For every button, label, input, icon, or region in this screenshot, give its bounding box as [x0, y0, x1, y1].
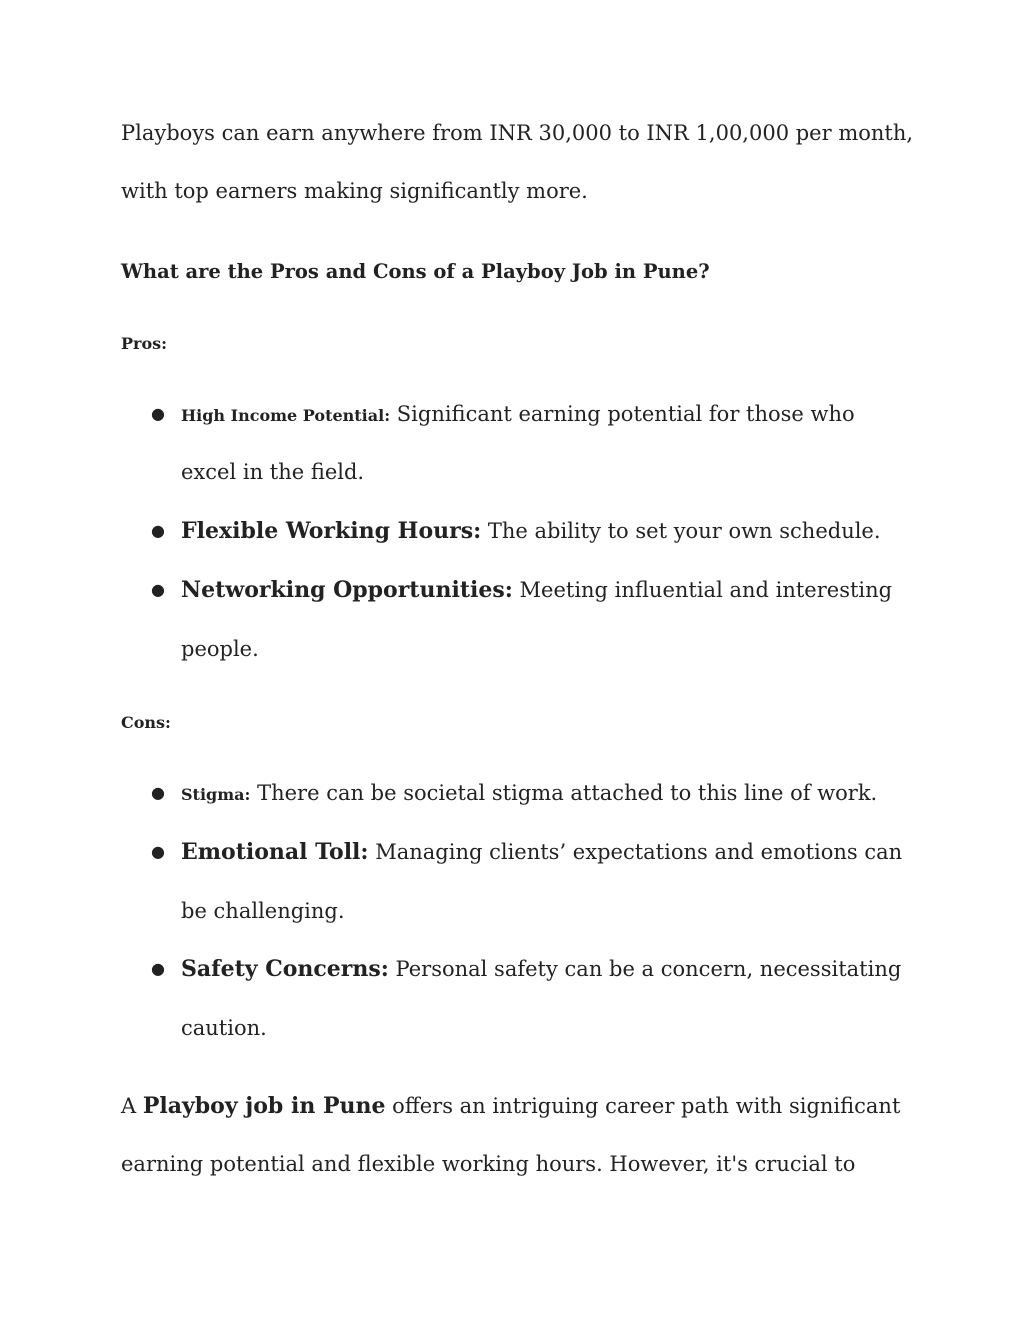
cons-heading: [121, 711, 171, 735]
bullet-icon: ●: [151, 521, 165, 540]
cons-heading-text: Cons:: [121, 713, 171, 732]
pros-item-2-label: Flexible Working Hours:: [181, 518, 482, 544]
cons-item-2-continued: [181, 897, 345, 925]
cons-item-3-text: Personal safety can be a concern, necessitating: [388, 957, 902, 981]
cons-item-2-text: Managing clients’ expectations and emotions can: [368, 840, 903, 864]
conclusion-paragraph-line-1: [121, 1092, 900, 1120]
pros-heading: [121, 332, 167, 356]
section-heading-text: What are the Pros and Cons of a Playboy Job in Pune?: [121, 260, 710, 283]
cons-item-3-label: Safety Concerns:: [181, 956, 389, 982]
cons-item-1-text: There can be societal stigma attached to this line of work.: [250, 781, 878, 805]
cons-item-3-text-2: caution.: [181, 1016, 267, 1040]
intro-text-2: with top earners making significantly more.: [121, 179, 588, 203]
bullet-icon: ●: [151, 580, 165, 599]
pros-item-3: [181, 576, 892, 604]
cons-item-3-continued: [181, 1014, 267, 1042]
cons-item-2: [181, 838, 902, 866]
pros-item-3-text-2: people.: [181, 637, 259, 661]
pros-item-1-label: High Income Potential:: [181, 406, 391, 425]
cons-item-3: [181, 955, 901, 983]
intro-text-1: Playboys can earn anywhere from INR 30,000 to INR 1,00,000 per month,: [121, 121, 914, 145]
pros-heading-text: Pros:: [121, 334, 168, 353]
intro-paragraph-line-1: [121, 119, 913, 147]
pros-item-2: [181, 517, 881, 545]
conclusion-bold-phrase: Playboy job in Pune: [142, 1093, 386, 1119]
bullet-icon: ●: [151, 959, 165, 978]
pros-item-1-continued: [181, 458, 364, 486]
cons-item-2-text-2: be challenging.: [181, 899, 345, 923]
pros-item-1-text: Significant earning potential for those who: [390, 402, 855, 426]
pros-item-1-text-2: excel in the field.: [181, 460, 365, 484]
section-heading: [121, 258, 710, 286]
pros-item-3-label: Networking Opportunities:: [181, 577, 513, 603]
cons-item-1-label: Stigma:: [181, 785, 251, 804]
pros-item-1: [181, 400, 855, 430]
conclusion-paragraph-line-2: [121, 1150, 855, 1178]
pros-item-2-text: The ability to set your own schedule.: [481, 519, 881, 543]
bullet-icon: ●: [151, 404, 165, 423]
bullet-icon: ●: [151, 783, 165, 802]
cons-item-1: [181, 779, 877, 809]
cons-item-2-label: Emotional Toll:: [181, 839, 369, 865]
intro-paragraph-line-2: [121, 177, 588, 205]
bullet-icon: ●: [151, 842, 165, 861]
pros-item-3-continued: [181, 635, 259, 663]
conclusion-prefix: A: [121, 1094, 143, 1118]
conclusion-text-1: offers an intriguing career path with significant: [385, 1094, 901, 1118]
pros-item-3-text: Meeting influential and interesting: [512, 578, 893, 602]
conclusion-text-2: earning potential and flexible working hours. However, it's crucial to: [121, 1152, 856, 1176]
